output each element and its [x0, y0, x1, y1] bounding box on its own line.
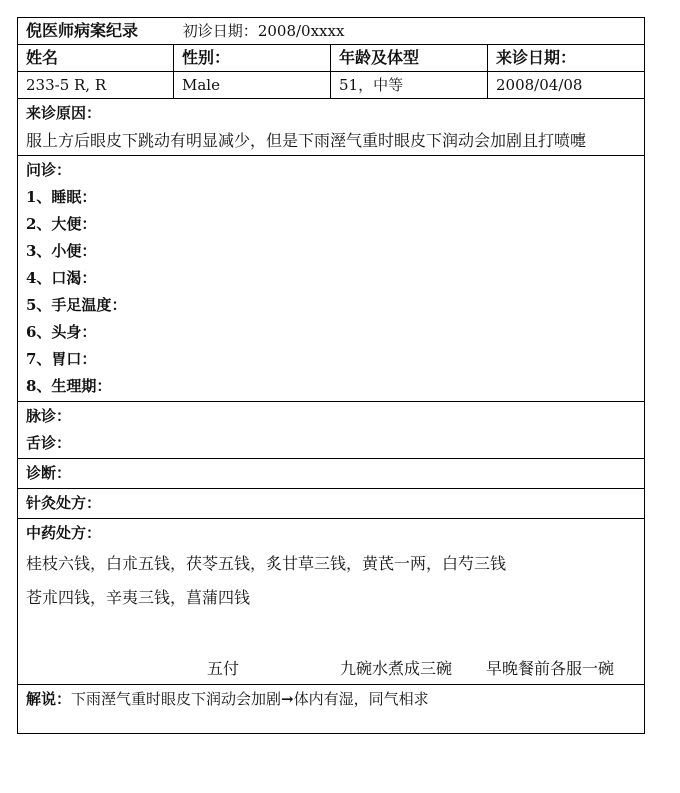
patient-visit-date: 2008/04/08 — [488, 72, 645, 99]
inquiry-limb-temperature: 5、手足温度： — [26, 296, 127, 314]
herbal-label: 中药处方： — [26, 524, 102, 542]
first-visit-date: 2008/0xxxx — [257, 22, 345, 40]
explanation-text-b: 体内有湿，同气相求 — [293, 690, 429, 708]
explanation-section — [18, 685, 645, 734]
inquiry-menstruation: 8、生理期： — [26, 377, 112, 395]
patient-age-build: 51，中等 — [331, 72, 488, 99]
title-cell — [18, 18, 645, 45]
inquiry-stool: 2、大便： — [26, 215, 97, 233]
first-visit-label: 初诊日期： — [182, 22, 258, 40]
reason-section — [18, 99, 645, 156]
title-row — [18, 18, 645, 45]
dose-count: 五付 — [207, 659, 240, 678]
header-age-build: 年龄及体型 — [331, 45, 488, 72]
right-arrow-icon: → — [281, 690, 294, 708]
record-table — [17, 17, 645, 734]
reason-text: 服上方后眼皮下跳动有明显减少，但是下雨溼气重时眼皮下润动会加剧且打喷嚏 — [26, 131, 587, 150]
patient-row — [18, 72, 645, 99]
medical-record — [17, 17, 644, 734]
diagnosis-section — [18, 459, 645, 489]
inquiry-urine: 3、小便： — [26, 242, 97, 260]
inquiry-label: 问诊： — [26, 161, 72, 179]
patient-sex: Male — [174, 72, 331, 99]
inquiry-sleep: 1、睡眠： — [26, 188, 97, 206]
header-sex: 性别： — [174, 45, 331, 72]
pulse-tongue-section — [18, 402, 645, 459]
inquiry-appetite: 7、胃口： — [26, 350, 97, 368]
usage-instruction: 早晚餐前各服一碗 — [486, 659, 615, 678]
inquiry-section — [18, 156, 645, 402]
diagnosis-label: 诊断： — [26, 464, 72, 482]
explanation-text-a: 下雨溼气重时眼皮下润动会加剧 — [71, 690, 282, 708]
inquiry-thirst: 4、口渴： — [26, 269, 97, 287]
herbal-section — [18, 519, 645, 685]
record-title: 倪医师病案纪录 — [26, 21, 139, 40]
dosage-row — [26, 655, 636, 683]
header-visit-date: 来诊日期： — [488, 45, 645, 72]
column-header-row — [18, 45, 645, 72]
pulse-label: 脉诊： — [26, 407, 72, 425]
decoction-method: 九碗水煮成三碗 — [340, 659, 453, 678]
explanation-label: 解说： — [26, 690, 72, 708]
acupuncture-label: 针灸处方： — [26, 494, 102, 512]
herbal-line-1: 桂枝六钱，白朮五钱，茯苓五钱，炙甘草三钱，黄芪一两，白芍三钱 — [26, 554, 507, 573]
inquiry-head-body: 6、头身： — [26, 323, 97, 341]
header-name: 姓名 — [18, 45, 174, 72]
acupuncture-section — [18, 489, 645, 519]
reason-label: 来诊原因： — [26, 104, 102, 122]
herbal-line-2: 苍朮四钱，辛夷三钱，菖蒲四钱 — [26, 588, 251, 607]
patient-name: 233-5 R, R — [18, 72, 174, 99]
tongue-label: 舌诊： — [26, 434, 72, 452]
